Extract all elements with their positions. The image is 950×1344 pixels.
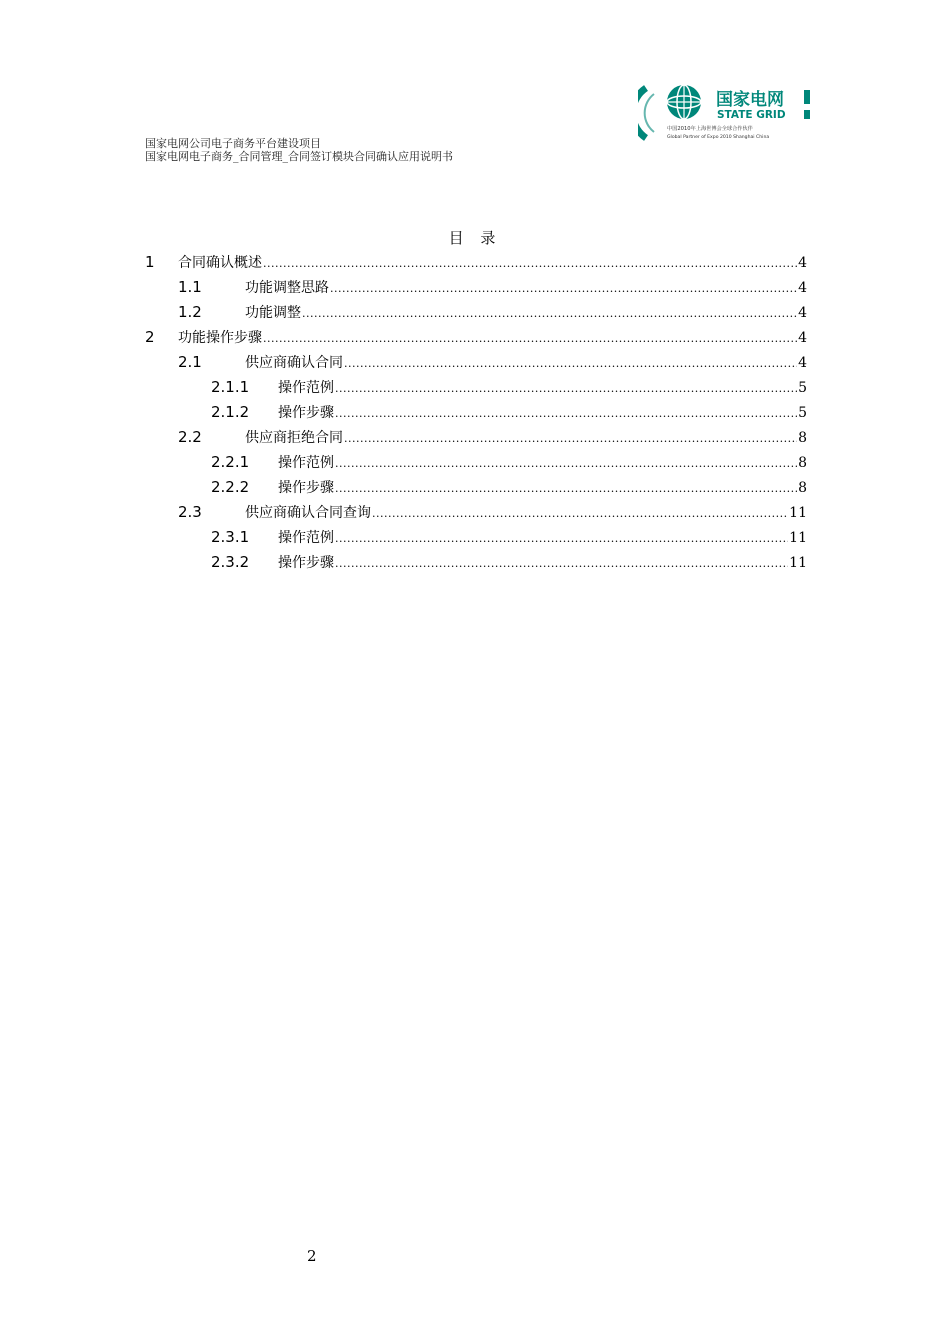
- toc-entry-page: 11: [789, 505, 807, 521]
- toc-entry-label: 供应商确认合同: [245, 355, 343, 371]
- toc-entry-number: 1.2: [178, 303, 202, 321]
- toc-entry-page: 8: [798, 480, 807, 496]
- toc-leader-dots: [344, 351, 797, 376]
- logo-tagline-en: Global Partner of Expo 2010 Shanghai China: [667, 135, 770, 140]
- document-header: [145, 137, 453, 163]
- toc-leader-dots: [335, 401, 797, 426]
- toc-leader-dots: [335, 551, 788, 576]
- toc-leader-dots: [335, 526, 788, 551]
- toc-entry-label: 操作步骤: [278, 405, 334, 421]
- toc-entry[interactable]: [145, 500, 807, 525]
- toc-entry[interactable]: [145, 250, 807, 275]
- toc-entry-label: 供应商拒绝合同: [245, 430, 343, 446]
- toc-entry-label: 功能调整思路: [245, 280, 329, 296]
- toc-entry[interactable]: [145, 375, 807, 400]
- toc-entry[interactable]: [145, 450, 807, 475]
- toc-entry[interactable]: [145, 425, 807, 450]
- toc-entry[interactable]: [145, 475, 807, 500]
- toc-entry-number: 2.3.2: [211, 553, 250, 571]
- toc-entry-number: 2.3: [178, 503, 202, 521]
- logo-tagline-cn: 中国2010年上海世博会全球合作伙伴: [667, 126, 753, 132]
- table-of-contents: [145, 250, 807, 575]
- toc-leader-dots: [335, 451, 797, 476]
- toc-entry-number: 2.1.2: [211, 403, 250, 421]
- logo-name-cn: 国家电网: [716, 90, 784, 110]
- toc-entry-page: 8: [798, 455, 807, 471]
- toc-entry-number: 2.2: [178, 428, 202, 446]
- toc-leader-dots: [372, 501, 788, 526]
- toc-entry-page: 4: [798, 280, 807, 296]
- toc-entry-label: 功能调整: [245, 305, 301, 321]
- toc-leader-dots: [344, 426, 797, 451]
- toc-entry-page: 4: [798, 255, 807, 271]
- toc-entry[interactable]: [145, 525, 807, 550]
- toc-entry-page: 11: [789, 530, 807, 546]
- toc-leader-dots: [302, 301, 797, 326]
- toc-leader-dots: [263, 251, 797, 276]
- toc-entry-number: 1: [145, 253, 155, 271]
- toc-entry[interactable]: [145, 325, 807, 350]
- toc-leader-dots: [330, 276, 797, 301]
- toc-entry-label: 合同确认概述: [178, 255, 262, 271]
- state-grid-emblem-icon: [638, 80, 813, 146]
- toc-entry-number: 2.3.1: [211, 528, 250, 546]
- toc-entry[interactable]: [145, 350, 807, 375]
- toc-entry-number: 2.1.1: [211, 378, 250, 396]
- toc-entry-number: 2.1: [178, 353, 202, 371]
- toc-entry-label: 操作步骤: [278, 480, 334, 496]
- toc-entry-page: 4: [798, 305, 807, 321]
- toc-entry-number: 1.1: [178, 278, 202, 296]
- toc-entry[interactable]: [145, 300, 807, 325]
- toc-entry-label: 供应商确认合同查询: [245, 505, 371, 521]
- header-project-line: 国家电网公司电子商务平台建设项目: [145, 137, 321, 150]
- toc-entry-label: 操作步骤: [278, 555, 334, 571]
- toc-entry-page: 8: [798, 430, 807, 446]
- toc-entry-label: 操作范例: [278, 380, 334, 396]
- toc-leader-dots: [335, 376, 797, 401]
- toc-entry-page: 5: [798, 405, 807, 421]
- toc-entry-page: 5: [798, 380, 807, 396]
- toc-entry-label: 操作范例: [278, 455, 334, 471]
- toc-entry[interactable]: [145, 400, 807, 425]
- logo-name-en: STATE GRID: [717, 109, 786, 121]
- toc-entry-page: 4: [798, 355, 807, 371]
- toc-leader-dots: [335, 476, 797, 501]
- toc-entry-label: 功能操作步骤: [178, 330, 262, 346]
- toc-entry-page: 4: [798, 330, 807, 346]
- toc-entry[interactable]: [145, 275, 807, 300]
- toc-title: 目 录: [448, 229, 502, 247]
- toc-leader-dots: [263, 326, 797, 351]
- header-document-line: 国家电网电子商务_合同管理_合同签订模块合同确认应用说明书: [145, 150, 453, 163]
- toc-entry-number: 2.2.2: [211, 478, 250, 496]
- toc-entry-number: 2.2.1: [211, 453, 250, 471]
- toc-entry-label: 操作范例: [278, 530, 334, 546]
- toc-entry[interactable]: [145, 550, 807, 575]
- toc-entry-number: 2: [145, 328, 155, 346]
- state-grid-logo: [638, 80, 813, 146]
- toc-entry-page: 11: [789, 555, 807, 571]
- page-number: 2: [307, 1247, 317, 1265]
